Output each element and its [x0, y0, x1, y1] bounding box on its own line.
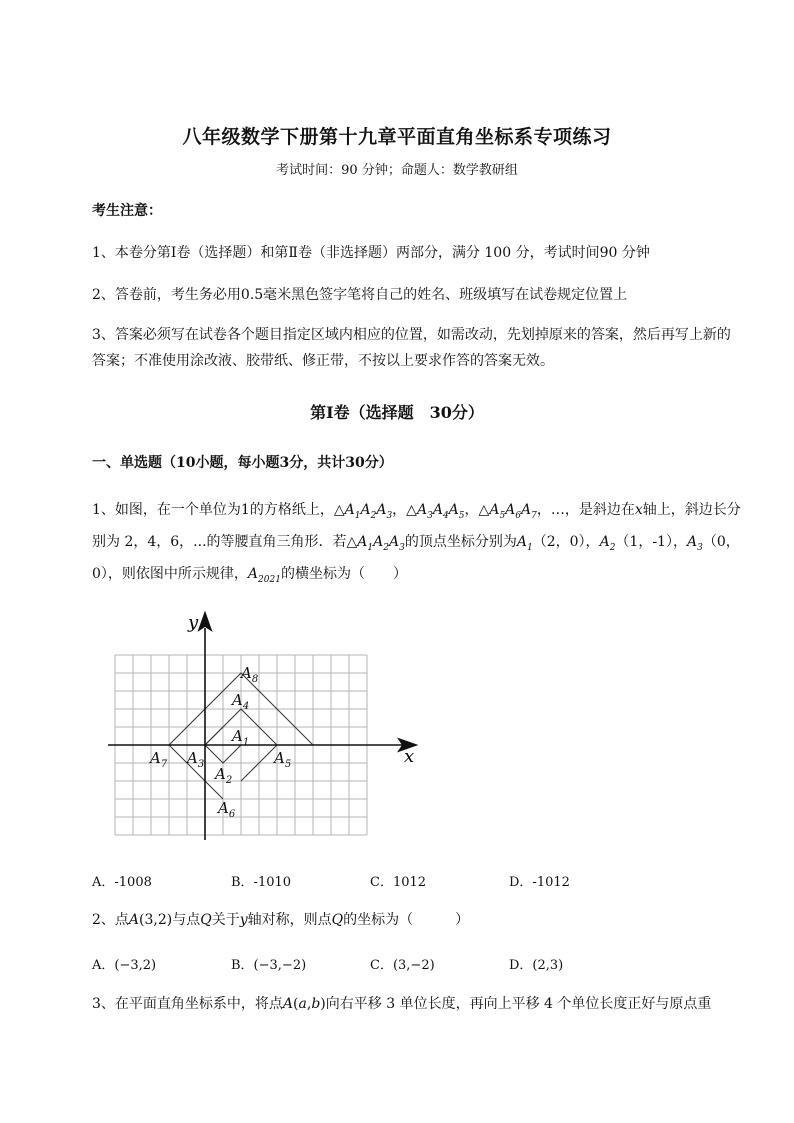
part-title: 一、单选题（10小题，每小题3分，共计30分）	[92, 455, 393, 471]
label-a3: $A_3$	[187, 749, 205, 770]
label-a7: $A_7$	[150, 749, 168, 770]
exam-info: 考试时间：90 分钟；命题人：数学教研组	[276, 163, 518, 178]
label-a1: $A_1$	[232, 727, 250, 748]
page-title: 八年级数学下册第十九章平面直角坐标系专项练习	[182, 126, 612, 148]
q1-option-d[interactable]: D．-1012	[509, 875, 570, 890]
q2-option-c[interactable]: C．(3,−2)	[370, 958, 435, 973]
label-a8: $A_8$	[241, 664, 259, 685]
notice-item-3: 3、答案必须写在试卷各个题目指定区域内相应的位置，如需改动，先划掉原来的答案，然后再写上新的答案；不准使用涂改液、胶带纸、修正带，不按以上要求作答的答案无效。	[92, 327, 731, 369]
label-a2: $A_2$	[215, 765, 233, 786]
label-a6: $A_6$	[218, 799, 236, 820]
q1-option-b[interactable]: B．-1010	[231, 875, 292, 890]
notice-heading: 考生注意：	[92, 203, 162, 219]
coordinate-figure	[108, 608, 428, 840]
notice-item-2: 2、答卷前，考生务必用0.5毫米黑色签字笔将自己的姓名、班级填写在试卷规定位置上	[92, 287, 628, 303]
x-axis-label: x	[404, 746, 415, 767]
label-a4: $A_4$	[232, 691, 250, 712]
question-3-text: 3、在平面直角坐标系中，将点A(a,b)向右平移 3 单位长度，再向上平移 4 个单位长度正好与原点重	[92, 996, 712, 1012]
y-axis-arrow	[199, 613, 211, 630]
label-a5: $A_5$	[274, 749, 292, 770]
y-axis-label: y	[188, 612, 199, 633]
section-title: 第Ⅰ卷（选择题 30分）	[310, 403, 484, 422]
q2-option-a[interactable]: A．(−3,2)	[92, 958, 157, 973]
q1-option-a[interactable]: A．-1008	[92, 875, 152, 890]
q2-option-b[interactable]: B．(−3,−2)	[231, 958, 307, 973]
q2-option-d[interactable]: D．(2,3)	[509, 958, 564, 973]
question-1-text: 1、如图，在一个单位为1的方格纸上，$\triangle A_1A_2A_3$，$\triangle A_3A_4A_5$，$\triangle A_5A_6A_7$，…，是斜边在x轴上，斜边长分别为 2，4，6，...的等腰直角三角形．若$\triangle A_1A_2A_3$的顶点坐标分别为$A_1(2$，0），$A_2(1$，-1），$A_3(0$，0），则依图中所示规律，$A_{2021}$的横坐标为（ ）	[92, 502, 741, 585]
question-2-text: 2、点A(3,2)与点Q关于y轴对称，则点Q的坐标为（ ）	[92, 912, 470, 928]
notice-item-1: 1、本卷分第Ⅰ卷（选择题）和第Ⅱ卷（非选择题）两部分，满分 100 分，考试时间90 分钟	[92, 245, 650, 261]
q1-option-c[interactable]: C．1012	[370, 875, 427, 890]
